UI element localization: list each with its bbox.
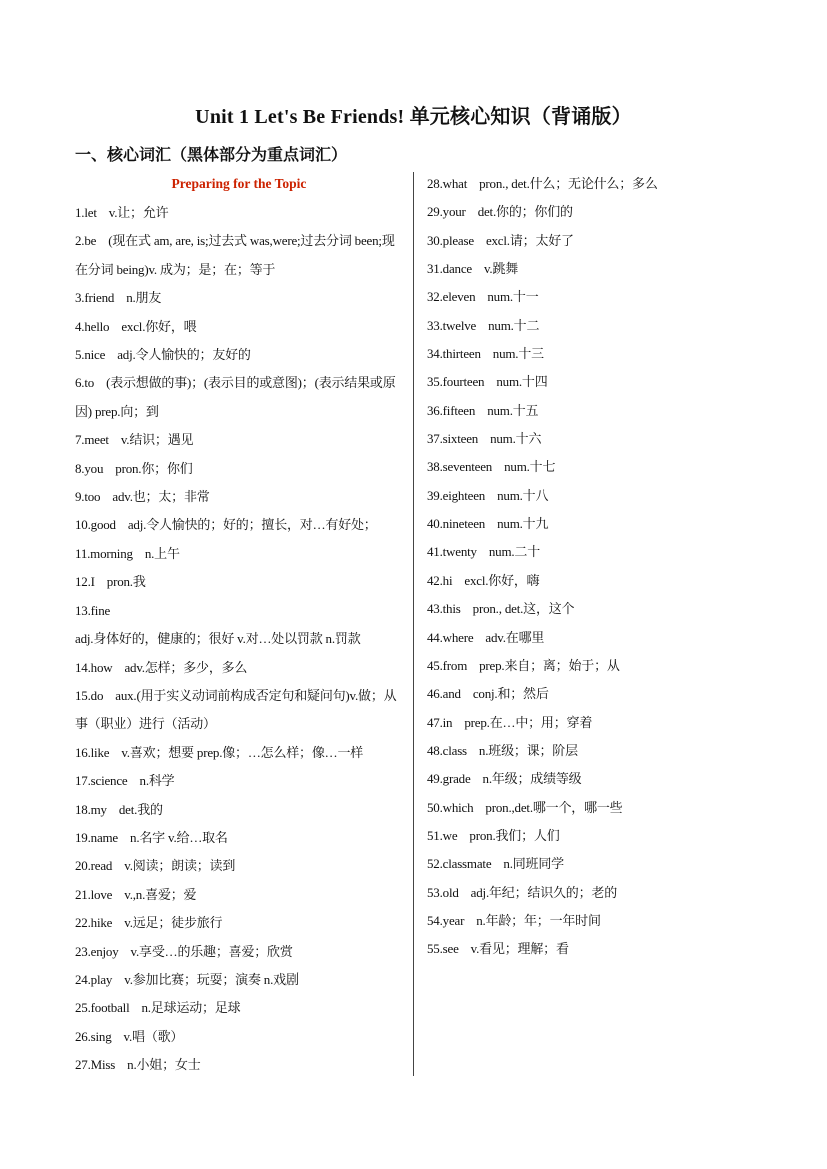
- vocab-definition: pron.,det.哪一个，哪一些: [485, 799, 623, 815]
- vocab-word: 42.hi: [427, 572, 453, 588]
- vocab-word: 2.be: [75, 233, 97, 249]
- vocab-word: 13.fine: [75, 602, 111, 618]
- vocab-entry: [427, 453, 757, 481]
- vocab-entry: [75, 938, 403, 966]
- vocab-entry: [427, 340, 757, 368]
- vocab-entry: [427, 397, 757, 425]
- vocab-word: 39.eighteen: [427, 487, 486, 503]
- vocab-word: 52.classmate: [427, 856, 492, 872]
- column-divider: [413, 172, 414, 1076]
- vocab-definition: num.十六: [490, 431, 542, 447]
- vocab-entry: [75, 455, 403, 483]
- vocab-word: 37.sixteen: [427, 431, 479, 447]
- vocab-entry: [75, 341, 403, 369]
- vocab-word: 10.good: [75, 517, 116, 533]
- vocab-word: 18.my: [75, 801, 107, 817]
- vocab-word: 4.hello: [75, 318, 110, 334]
- vocab-definition: n.朋友: [126, 290, 162, 306]
- vocab-entry: [427, 567, 757, 595]
- vocab-definition: num.十九: [497, 516, 549, 532]
- vocab-entry: [75, 1023, 403, 1051]
- section-heading: 一、核心词汇（黑体部分为重点词汇）: [75, 145, 348, 164]
- vocab-word: 35.fourteen: [427, 374, 485, 390]
- vocab-word: 34.thirteen: [427, 346, 481, 362]
- vocab-entry: [427, 170, 757, 198]
- vocab-definition: conj.和；然后: [472, 686, 549, 702]
- vocab-definition: v.远足；徒步旅行: [124, 915, 223, 931]
- vocab-definition: (表示想做的事)；(表示目的或意图)；(表示结果或原因) prep.向；到: [75, 375, 396, 419]
- vocab-definition: pron., det.什么；无论什么；多么: [479, 176, 658, 191]
- vocab-word: 16.like: [75, 744, 110, 760]
- vocab-entry: [427, 879, 757, 907]
- vocab-word: 12.I: [75, 574, 95, 590]
- vocab-word: 45.from: [427, 657, 468, 673]
- vocab-word: 28.what: [427, 176, 468, 191]
- vocab-entry: [75, 966, 403, 994]
- vocab-definition: n.足球运动；足球: [141, 1000, 241, 1016]
- vocab-entry: [75, 511, 403, 539]
- vocab-entry: [75, 909, 403, 937]
- vocab-definition: pron.你；你们: [115, 460, 193, 476]
- vocab-word: 26.sing: [75, 1028, 112, 1044]
- vocab-definition: v.享受…的乐趣；喜爱；欣赏: [130, 943, 293, 959]
- vocab-definition: v.跳舞: [483, 261, 519, 277]
- vocab-entry: [427, 283, 757, 311]
- vocab-entry: [75, 824, 403, 852]
- vocab-entry: [75, 682, 403, 739]
- vocab-definition: num.十三: [492, 346, 544, 362]
- vocab-entry: [427, 482, 757, 510]
- vocab-entry: [427, 794, 757, 822]
- vocab-word: 40.nineteen: [427, 516, 486, 532]
- vocab-entry: [75, 654, 403, 682]
- vocab-definition: det.你的；你们的: [477, 204, 573, 220]
- vocab-definition: n.年龄；年；一年时间: [476, 912, 601, 928]
- vocab-word: 8.you: [75, 460, 104, 476]
- vocab-word: 48.class: [427, 742, 467, 758]
- vocab-word: 17.science: [75, 773, 128, 789]
- vocab-word: 41.twenty: [427, 544, 477, 560]
- vocab-entry: [75, 568, 403, 596]
- vocab-word: 50.which: [427, 799, 474, 815]
- vocab-entry: [75, 313, 403, 341]
- vocab-entry: [427, 822, 757, 850]
- vocab-word: 54.year: [427, 912, 465, 928]
- vocab-entry: [75, 625, 403, 653]
- vocab-entry: [427, 652, 757, 680]
- vocab-word: 31.dance: [427, 261, 472, 277]
- vocab-word: 5.nice: [75, 347, 106, 363]
- vocab-word: 33.twelve: [427, 317, 477, 333]
- vocab-definition: pron., det.这，这个: [472, 601, 575, 617]
- vocab-entry: [75, 227, 403, 284]
- vocab-entry: [427, 510, 757, 538]
- vocab-word: 44.where: [427, 629, 474, 645]
- vocab-definition: (现在式 am, are, is;过去式 was,were;过去分词 been;现在分词 being)v. 成为；是；在；等于: [75, 233, 395, 277]
- vocab-word: 7.meet: [75, 432, 109, 448]
- vocab-entry: [75, 852, 403, 880]
- vocab-definition: num.十四: [496, 374, 548, 390]
- vocab-word: 49.grade: [427, 771, 471, 787]
- vocab-word: 46.and: [427, 686, 461, 702]
- vocab-word: 55.see: [427, 941, 459, 957]
- vocab-definition: num.二十: [488, 544, 541, 560]
- vocab-word: 53.old: [427, 884, 459, 900]
- vocab-word: 51.we: [427, 827, 458, 843]
- vocab-entry: [75, 994, 403, 1022]
- vocab-entry: [75, 199, 403, 227]
- vocab-definition: adj.令人愉快的；好的；擅长，对…有好处；: [127, 517, 377, 533]
- vocab-definition: adv.在哪里: [485, 629, 545, 645]
- vocab-word: 21.love: [75, 886, 113, 902]
- vocab-definition: excl.你好，喂: [121, 318, 197, 334]
- vocab-list-right: [427, 170, 757, 964]
- vocab-definition: excl.请；太好了: [485, 232, 574, 248]
- vocab-definition: adj.令人愉快的；友好的: [117, 347, 251, 363]
- vocab-definition: num.十七: [504, 459, 556, 475]
- vocab-word: 15.do: [75, 687, 104, 703]
- vocab-entry: [427, 368, 757, 396]
- vocab-word: 14.how: [75, 659, 113, 675]
- vocab-entry: [427, 425, 757, 453]
- vocab-word: 36.fifteen: [427, 402, 476, 418]
- vocab-entry: [75, 284, 403, 312]
- vocab-entry: [75, 483, 403, 511]
- vocab-word: 43.this: [427, 601, 461, 617]
- vocab-entry: [427, 737, 757, 765]
- vocab-definition: num.十一: [487, 289, 539, 305]
- topic-heading: Preparing for the Topic: [171, 176, 307, 191]
- vocab-definition: n.小姐；女士: [127, 1057, 201, 1073]
- vocab-word: 6.to: [75, 375, 95, 391]
- vocab-entry: [427, 624, 757, 652]
- vocab-definition: det.我的: [118, 801, 163, 817]
- vocab-entry: [427, 227, 757, 255]
- vocab-definition: v.,n.喜爱；爱: [124, 886, 197, 902]
- vocab-word: 9.too: [75, 489, 101, 505]
- vocab-column-left: [75, 171, 403, 1080]
- vocab-entry: [427, 765, 757, 793]
- vocab-definition: num.十八: [497, 487, 549, 503]
- vocab-entry: [427, 850, 757, 878]
- vocab-definition: v.唱（歌）: [123, 1028, 184, 1044]
- vocab-entry: [427, 907, 757, 935]
- vocab-definition: excl.你好，嗨: [464, 572, 540, 588]
- vocab-definition: adj.年纪；结识久的；老的: [470, 884, 618, 900]
- vocab-word: 19.name: [75, 829, 119, 845]
- vocab-definition: pron.我: [106, 574, 146, 590]
- vocab-entry: [75, 1051, 403, 1079]
- vocab-entry: [75, 540, 403, 568]
- vocab-definition: v.阅读；朗读；读到: [124, 858, 236, 874]
- vocab-entry: [75, 881, 403, 909]
- vocab-word: 32.eleven: [427, 289, 476, 305]
- page-title: Unit 1 Let's Be Friends! 单元核心知识（背诵版）: [195, 106, 632, 128]
- vocab-entry: [427, 255, 757, 283]
- vocab-entry: [427, 312, 757, 340]
- vocab-definition: n.名字 v.给…取名: [130, 829, 228, 845]
- vocab-definition: n.年级；成绩等级: [482, 771, 582, 787]
- vocab-entry: [427, 935, 757, 963]
- vocab-word: 38.seventeen: [427, 459, 493, 475]
- vocab-entry: [75, 597, 403, 625]
- vocab-word: 47.in: [427, 714, 453, 730]
- vocab-definition: adv.也；太；非常: [112, 489, 210, 505]
- vocab-definition: num.十五: [487, 402, 539, 418]
- vocab-entry: [427, 680, 757, 708]
- vocab-definition: v.让；允许: [108, 205, 169, 220]
- vocab-word: 3.friend: [75, 290, 115, 306]
- vocab-definition: v.结识；遇见: [120, 432, 194, 448]
- vocab-word: 30.please: [427, 232, 474, 248]
- vocab-definition: n.科学: [139, 773, 175, 789]
- vocab-word: 25.football: [75, 1000, 130, 1016]
- vocab-word: 1.let: [75, 205, 97, 220]
- vocab-entry: [427, 538, 757, 566]
- vocab-definition: n.同班同学: [503, 856, 564, 872]
- vocab-entry: [75, 426, 403, 454]
- vocab-definition: v.看见；理解；看: [470, 941, 569, 957]
- vocab-word: 20.read: [75, 858, 113, 874]
- vocab-word: 22.hike: [75, 915, 113, 931]
- vocab-word: 24.play: [75, 971, 113, 987]
- vocab-word: 11.morning: [75, 545, 133, 561]
- vocab-entry: [427, 709, 757, 737]
- vocab-entry: [427, 595, 757, 623]
- vocab-column-right: [427, 171, 757, 964]
- vocab-word: 23.enjoy: [75, 943, 119, 959]
- vocab-definition: v.参加比赛；玩耍；演奏 n.戏剧: [124, 971, 299, 987]
- vocab-definition: prep.来自；离；始于；从: [479, 657, 620, 673]
- vocab-definition: num.十二: [488, 317, 540, 333]
- vocab-definition: adj.身体好的，健康的；很好 v.对…处以罚款 n.罚款: [75, 631, 361, 647]
- vocab-definition: v.喜欢；想要 prep.像；…怎么样；像…一样: [121, 744, 364, 760]
- vocab-definition: pron.我们；人们: [469, 827, 560, 843]
- vocab-entry: [75, 796, 403, 824]
- vocab-definition: adv.怎样；多少，多么: [124, 659, 248, 675]
- vocab-definition: n.班级；课；阶层: [478, 742, 578, 758]
- vocab-word: 27.Miss: [75, 1057, 116, 1073]
- vocab-definition: n.上午: [144, 545, 180, 561]
- vocab-entry: [75, 369, 403, 426]
- vocab-list-left: [75, 199, 403, 1080]
- vocab-entry: [427, 198, 757, 226]
- vocab-entry: [75, 739, 403, 767]
- vocab-entry: [75, 767, 403, 795]
- vocab-word: 29.your: [427, 204, 466, 220]
- vocab-definition: prep.在…中；用；穿着: [464, 714, 593, 730]
- vocab-definition: aux.(用于实义动词前构成否定句和疑问句)v.做；从事（职业）进行（活动）: [75, 687, 397, 732]
